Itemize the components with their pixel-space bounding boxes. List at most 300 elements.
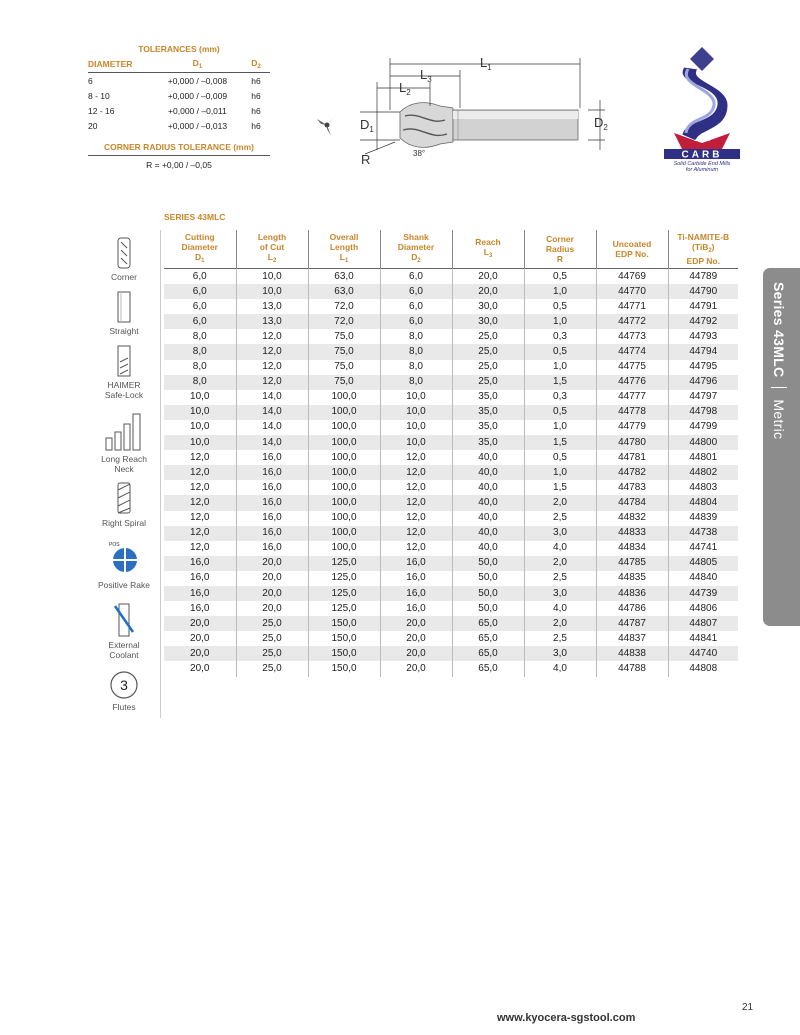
table-cell: 65,0 [452, 616, 524, 631]
table-row [164, 616, 738, 631]
table-cell: 1,5 [524, 435, 596, 450]
table-cell: 44739 [668, 586, 738, 601]
table-cell: 16,0 [236, 450, 308, 465]
table-cell: 0,3 [524, 390, 596, 405]
table-cell: 44771 [596, 299, 668, 314]
table-cell: 25,0 [236, 631, 308, 646]
table-cell: 10,0 [380, 420, 452, 435]
table-cell: 100,0 [308, 435, 380, 450]
table-cell: 100,0 [308, 526, 380, 541]
table-cell: 6,0 [380, 269, 452, 285]
table-cell: 20,0 [236, 556, 308, 571]
feature-icon-sidebar [88, 230, 161, 718]
tol-header-d2: $D_2$ [241, 57, 270, 73]
table-cell: 150,0 [308, 631, 380, 646]
table-cell: 44806 [668, 601, 738, 616]
table-cell: 44841 [668, 631, 738, 646]
table-row [164, 284, 738, 299]
corner-icon [112, 236, 136, 270]
table-cell: 25,0 [452, 329, 524, 344]
table-row [164, 480, 738, 495]
table-cell: 44783 [596, 480, 668, 495]
straight-shank-icon [112, 290, 136, 324]
table-cell: 44805 [668, 556, 738, 571]
table-cell: 40,0 [452, 495, 524, 510]
tol-header-d1: $D_1$ [154, 57, 242, 73]
table-cell: 30,0 [452, 299, 524, 314]
table-cell: 40,0 [452, 541, 524, 556]
table-cell: 20,0 [452, 284, 524, 299]
table-cell: 14,0 [236, 390, 308, 405]
table-cell: 100,0 [308, 420, 380, 435]
table-cell: 1,0 [524, 465, 596, 480]
external-coolant-icon [111, 602, 137, 638]
table-cell: 10,0 [164, 435, 236, 450]
carb-logo [662, 45, 742, 173]
label-angle: 38° [413, 149, 426, 158]
corner-radius-value: R = +0,00 / –0,05 [146, 160, 212, 170]
table-row [164, 511, 738, 526]
table-cell: 2,5 [524, 631, 596, 646]
tol-row: 20 +0,000 / –0,013 h6 [88, 121, 261, 131]
series-title: SERIES 43MLC [164, 212, 226, 222]
table-cell: 16,0 [380, 571, 452, 586]
table-cell: 10,0 [190, 421, 210, 433]
table-row [164, 556, 738, 571]
table-cell: 12,0 [380, 450, 452, 465]
table-cell: 12,0 [380, 465, 452, 480]
table-cell: 44777 [596, 390, 668, 405]
table-cell: 6,0 [164, 314, 236, 329]
table-cell: 44802 [668, 465, 738, 480]
table-cell: 44789 [668, 269, 738, 285]
table-cell: 40,0 [452, 480, 524, 495]
table-cell: 25,0 [236, 616, 308, 631]
table-cell: 10,0 [164, 405, 236, 420]
table-cell: 125,0 [308, 556, 380, 571]
table-cell: 12,0 [236, 329, 308, 344]
table-cell: 44833 [596, 526, 668, 541]
feature-long-reach: Long Reach Neck [88, 408, 160, 474]
table-cell: 0,5 [524, 269, 596, 285]
table-cell: 6,0 [380, 314, 452, 329]
tol-row: 12 - 16 +0,000 / –0,011 h6 [88, 106, 261, 116]
end-view-icon [317, 116, 335, 136]
table-cell: 10,0 [236, 269, 308, 285]
corner-radius-title: CORNER RADIUS TOLERANCE (mm) [88, 142, 270, 156]
feature-flutes: 3 Flutes [88, 670, 160, 712]
table-cell: 0,5 [524, 450, 596, 465]
col-reach: Reach $L_3$ [452, 230, 524, 269]
table-cell: 0,5 [524, 405, 596, 420]
table-cell: 44839 [668, 511, 738, 526]
table-cell: 0,3 [524, 329, 596, 344]
table-cell: 12,0 [164, 495, 236, 510]
table-header-row [164, 230, 738, 269]
table-row [164, 450, 738, 465]
logo-line2: for Aluminum [685, 167, 719, 173]
table-cell: 20,0 [236, 571, 308, 586]
table-row [164, 299, 738, 314]
table-cell: 44840 [668, 571, 738, 586]
table-row [164, 541, 738, 556]
table-cell: 44781 [596, 450, 668, 465]
table-cell: 8,0 [192, 361, 207, 373]
logo-line1: Solid Carbide End Mills [673, 161, 731, 167]
table-cell: 44796 [668, 375, 738, 390]
table-row [164, 390, 738, 405]
table-cell: 44788 [596, 661, 668, 676]
table-cell: 44774 [596, 344, 668, 359]
table-cell: 2,0 [524, 556, 596, 571]
svg-text:3: 3 [120, 677, 128, 693]
table-cell: 8,0 [192, 330, 207, 342]
table-cell: 44836 [596, 586, 668, 601]
tolerances-table [88, 57, 270, 133]
table-cell: 12,0 [236, 344, 308, 359]
table-cell: 44775 [596, 360, 668, 375]
table-cell: 2,0 [524, 495, 596, 510]
table-cell: 25,0 [452, 344, 524, 359]
tolerances-title: TOLERANCES (mm) [138, 44, 220, 54]
tool-dimension-diagram [305, 50, 625, 170]
table-row [164, 661, 738, 676]
table-cell: 16,0 [380, 601, 452, 616]
feature-straight: Straight [88, 290, 160, 336]
table-cell: 20,0 [190, 662, 210, 674]
table-cell: 63,0 [308, 284, 380, 299]
table-cell: 4,0 [524, 661, 596, 676]
feature-haimer: HAIMER Safe-Lock [88, 344, 160, 400]
col-uncoated-edp: Uncoated EDP No. [596, 230, 668, 269]
table-cell: 10,0 [236, 284, 308, 299]
label-r: R [361, 152, 371, 167]
table-cell: 44741 [668, 541, 738, 556]
table-cell: 100,0 [308, 511, 380, 526]
logo-name: CARB [681, 149, 723, 161]
table-cell: 16,0 [236, 511, 308, 526]
table-row [164, 646, 738, 661]
table-cell: 16,0 [380, 586, 452, 601]
table-row [164, 601, 738, 616]
tol-row: 6 +0,000 / –0,008 h6 [88, 76, 261, 86]
table-cell: 65,0 [452, 646, 524, 661]
table-cell: 13,0 [236, 314, 308, 329]
table-cell: 20,0 [164, 616, 236, 631]
table-cell: 10,0 [380, 405, 452, 420]
long-reach-neck-icon [104, 408, 144, 452]
table-cell: 65,0 [452, 631, 524, 646]
tol-row: 8 - 10 +0,000 / –0,009 h6 [88, 91, 261, 101]
table-cell: 75,0 [308, 344, 380, 359]
feature-positive-rake: POS Positive Rake [88, 538, 160, 590]
table-cell: 1,0 [524, 360, 596, 375]
table-cell: 35,0 [452, 435, 524, 450]
table-row [164, 586, 738, 601]
table-cell: 1,0 [524, 420, 596, 435]
product-table-body [164, 269, 738, 677]
table-cell: 44800 [668, 435, 738, 450]
table-cell: 12,0 [190, 512, 210, 524]
table-cell: 14,0 [236, 405, 308, 420]
table-row [164, 269, 738, 285]
col-tinamite-edp: Ti-NAMITE-B (TiB$_2$) EDP No. [668, 230, 738, 269]
table-cell: 44807 [668, 616, 738, 631]
table-cell: 44803 [668, 480, 738, 495]
table-cell: 100,0 [308, 405, 380, 420]
table-cell: 8,0 [380, 329, 452, 344]
table-cell: 44769 [596, 269, 668, 285]
table-row [164, 344, 738, 359]
table-cell: 40,0 [452, 526, 524, 541]
right-spiral-icon [111, 480, 137, 516]
table-cell: 44835 [596, 571, 668, 586]
table-cell: 2,0 [524, 616, 596, 631]
table-cell: 4,0 [524, 601, 596, 616]
table-cell: 44801 [668, 450, 738, 465]
table-row [164, 375, 738, 390]
table-cell: 3,0 [524, 646, 596, 661]
table-cell: 100,0 [308, 390, 380, 405]
table-cell: 20,0 [190, 632, 210, 644]
table-cell: 50,0 [452, 571, 524, 586]
table-cell: 3,0 [524, 526, 596, 541]
label-d1: $D_1$ [360, 117, 374, 134]
table-cell: 44770 [596, 284, 668, 299]
positive-rake-icon [109, 538, 139, 578]
product-table [164, 230, 738, 677]
label-l1: $L_1$ [480, 55, 492, 72]
table-row [164, 571, 738, 586]
table-cell: 44772 [596, 314, 668, 329]
table-cell: 44837 [596, 631, 668, 646]
table-row [164, 495, 738, 510]
table-cell: 44780 [596, 435, 668, 450]
table-cell: 0,5 [524, 344, 596, 359]
table-cell: 40,0 [452, 450, 524, 465]
table-cell: 16,0 [164, 556, 236, 571]
table-cell: 100,0 [308, 480, 380, 495]
tolerances-block [88, 44, 270, 133]
footer-url: www.kyocera-sgstool.com [497, 1012, 636, 1024]
table-cell: 8,0 [164, 344, 236, 359]
feature-right-spiral: Right Spiral [88, 480, 160, 528]
table-cell: 10,0 [380, 390, 452, 405]
table-cell: 150,0 [308, 646, 380, 661]
table-cell: 20,0 [380, 661, 452, 676]
table-cell: 75,0 [308, 375, 380, 390]
table-cell: 16,0 [190, 602, 210, 614]
table-cell: 13,0 [236, 299, 308, 314]
table-cell: 2,5 [524, 571, 596, 586]
table-cell: 12,0 [380, 526, 452, 541]
table-cell: 44834 [596, 541, 668, 556]
table-cell: 44778 [596, 405, 668, 420]
table-cell: 12,0 [236, 360, 308, 375]
table-cell: 12,0 [164, 526, 236, 541]
table-cell: 12,0 [190, 451, 210, 463]
table-cell: 20,0 [236, 601, 308, 616]
table-cell: 16,0 [236, 526, 308, 541]
table-cell: 30,0 [452, 314, 524, 329]
table-cell: 44782 [596, 465, 668, 480]
col-shank-diameter: Shank Diameter $D_2$ [380, 230, 452, 269]
table-cell: 16,0 [190, 572, 210, 584]
table-cell: 44785 [596, 556, 668, 571]
table-cell: 72,0 [308, 314, 380, 329]
table-cell: 44808 [668, 661, 738, 676]
table-cell: 2,5 [524, 511, 596, 526]
table-cell: 35,0 [452, 405, 524, 420]
table-cell: 50,0 [452, 556, 524, 571]
col-overall-length: Overall Length $L_1$ [308, 230, 380, 269]
table-cell: 44787 [596, 616, 668, 631]
table-cell: 6,0 [192, 300, 207, 312]
side-tab-text: Series 43MLCMetric [771, 282, 787, 440]
table-cell: 100,0 [308, 465, 380, 480]
table-cell: 1,0 [524, 284, 596, 299]
table-cell: 6,0 [380, 299, 452, 314]
table-cell: 75,0 [308, 360, 380, 375]
table-cell: 25,0 [452, 375, 524, 390]
table-cell: 40,0 [452, 465, 524, 480]
table-cell: 16,0 [164, 586, 236, 601]
table-cell: 25,0 [452, 360, 524, 375]
table-cell: 12,0 [236, 375, 308, 390]
table-cell: 12,0 [380, 541, 452, 556]
table-cell: 20,0 [380, 631, 452, 646]
table-cell: 150,0 [308, 661, 380, 676]
label-d2: $D_2$ [594, 115, 608, 132]
table-cell: 16,0 [236, 541, 308, 556]
table-cell: 14,0 [236, 420, 308, 435]
table-cell: 44799 [668, 420, 738, 435]
table-cell: 72,0 [308, 299, 380, 314]
table-cell: 10,0 [380, 435, 452, 450]
table-cell: 6,0 [380, 284, 452, 299]
table-cell: 16,0 [380, 556, 452, 571]
table-row [164, 631, 738, 646]
table-cell: 44776 [596, 375, 668, 390]
table-cell: 8,0 [380, 360, 452, 375]
table-cell: 125,0 [308, 571, 380, 586]
table-cell: 6,0 [164, 284, 236, 299]
page-number: 21 [742, 1002, 754, 1013]
table-cell: 75,0 [308, 329, 380, 344]
flutes-icon [109, 670, 139, 700]
table-cell: 44738 [668, 526, 738, 541]
feature-external-coolant: External Coolant [88, 602, 160, 660]
table-cell: 44795 [668, 360, 738, 375]
table-cell: 1,5 [524, 480, 596, 495]
col-length-of-cut: Length of Cut $L_2$ [236, 230, 308, 269]
table-row [164, 435, 738, 450]
feature-corner: Corner [88, 236, 160, 282]
table-cell: 20,0 [236, 586, 308, 601]
table-cell: 44784 [596, 495, 668, 510]
table-cell: 25,0 [236, 661, 308, 676]
table-row [164, 465, 738, 480]
table-cell: 100,0 [308, 450, 380, 465]
table-row [164, 526, 738, 541]
table-cell: 1,5 [524, 375, 596, 390]
table-cell: 40,0 [452, 511, 524, 526]
svg-text:POS: POS [109, 542, 120, 548]
table-cell: 10,0 [190, 391, 210, 403]
table-cell: 50,0 [452, 586, 524, 601]
table-cell: 44740 [668, 646, 738, 661]
table-cell: 12,0 [190, 481, 210, 493]
table-cell: 12,0 [380, 495, 452, 510]
corner-radius-tolerance [88, 142, 270, 170]
table-cell: 20,0 [164, 646, 236, 661]
table-cell: 150,0 [308, 616, 380, 631]
col-corner-radius: Corner Radius R [524, 230, 596, 269]
table-cell: 12,0 [380, 511, 452, 526]
table-cell: 44838 [596, 646, 668, 661]
table-cell: 6,0 [192, 270, 207, 282]
table-cell: 20,0 [380, 646, 452, 661]
table-cell: 63,0 [308, 269, 380, 285]
label-l3: $L_3$ [420, 67, 432, 84]
table-cell: 8,0 [164, 375, 236, 390]
table-cell: 50,0 [452, 601, 524, 616]
table-cell: 65,0 [452, 661, 524, 676]
table-cell: 1,0 [524, 314, 596, 329]
table-cell: 35,0 [452, 390, 524, 405]
table-cell: 125,0 [308, 586, 380, 601]
table-cell: 44798 [668, 405, 738, 420]
table-cell: 16,0 [236, 480, 308, 495]
table-cell: 16,0 [236, 465, 308, 480]
table-cell: 12,0 [164, 465, 236, 480]
table-cell: 100,0 [308, 495, 380, 510]
table-row [164, 360, 738, 375]
table-cell: 12,0 [190, 542, 210, 554]
table-cell: 44773 [596, 329, 668, 344]
table-cell: 12,0 [380, 480, 452, 495]
col-cutting-diameter: Cutting Diameter $D_1$ [181, 232, 218, 264]
table-cell: 44791 [668, 299, 738, 314]
table-cell: 0,5 [524, 299, 596, 314]
table-cell: 44792 [668, 314, 738, 329]
tol-header-diameter: DIAMETER [88, 57, 154, 73]
table-cell: 100,0 [308, 541, 380, 556]
table-cell: 16,0 [236, 495, 308, 510]
table-cell: 125,0 [308, 601, 380, 616]
table-cell: 20,0 [452, 269, 524, 285]
table-cell: 4,0 [524, 541, 596, 556]
table-row [164, 314, 738, 329]
table-cell: 44797 [668, 390, 738, 405]
table-cell: 14,0 [236, 435, 308, 450]
table-row [164, 405, 738, 420]
table-cell: 44786 [596, 601, 668, 616]
table-cell: 44793 [668, 329, 738, 344]
table-row [164, 329, 738, 344]
table-cell: 3,0 [524, 586, 596, 601]
haimer-safelock-icon [112, 344, 136, 378]
table-cell: 35,0 [452, 420, 524, 435]
table-cell: 8,0 [380, 375, 452, 390]
label-l2: $L_2$ [399, 80, 411, 97]
table-row [164, 420, 738, 435]
table-cell: 44804 [668, 495, 738, 510]
series-side-tab [763, 268, 800, 626]
table-cell: 8,0 [380, 344, 452, 359]
table-cell: 44832 [596, 511, 668, 526]
table-cell: 44790 [668, 284, 738, 299]
